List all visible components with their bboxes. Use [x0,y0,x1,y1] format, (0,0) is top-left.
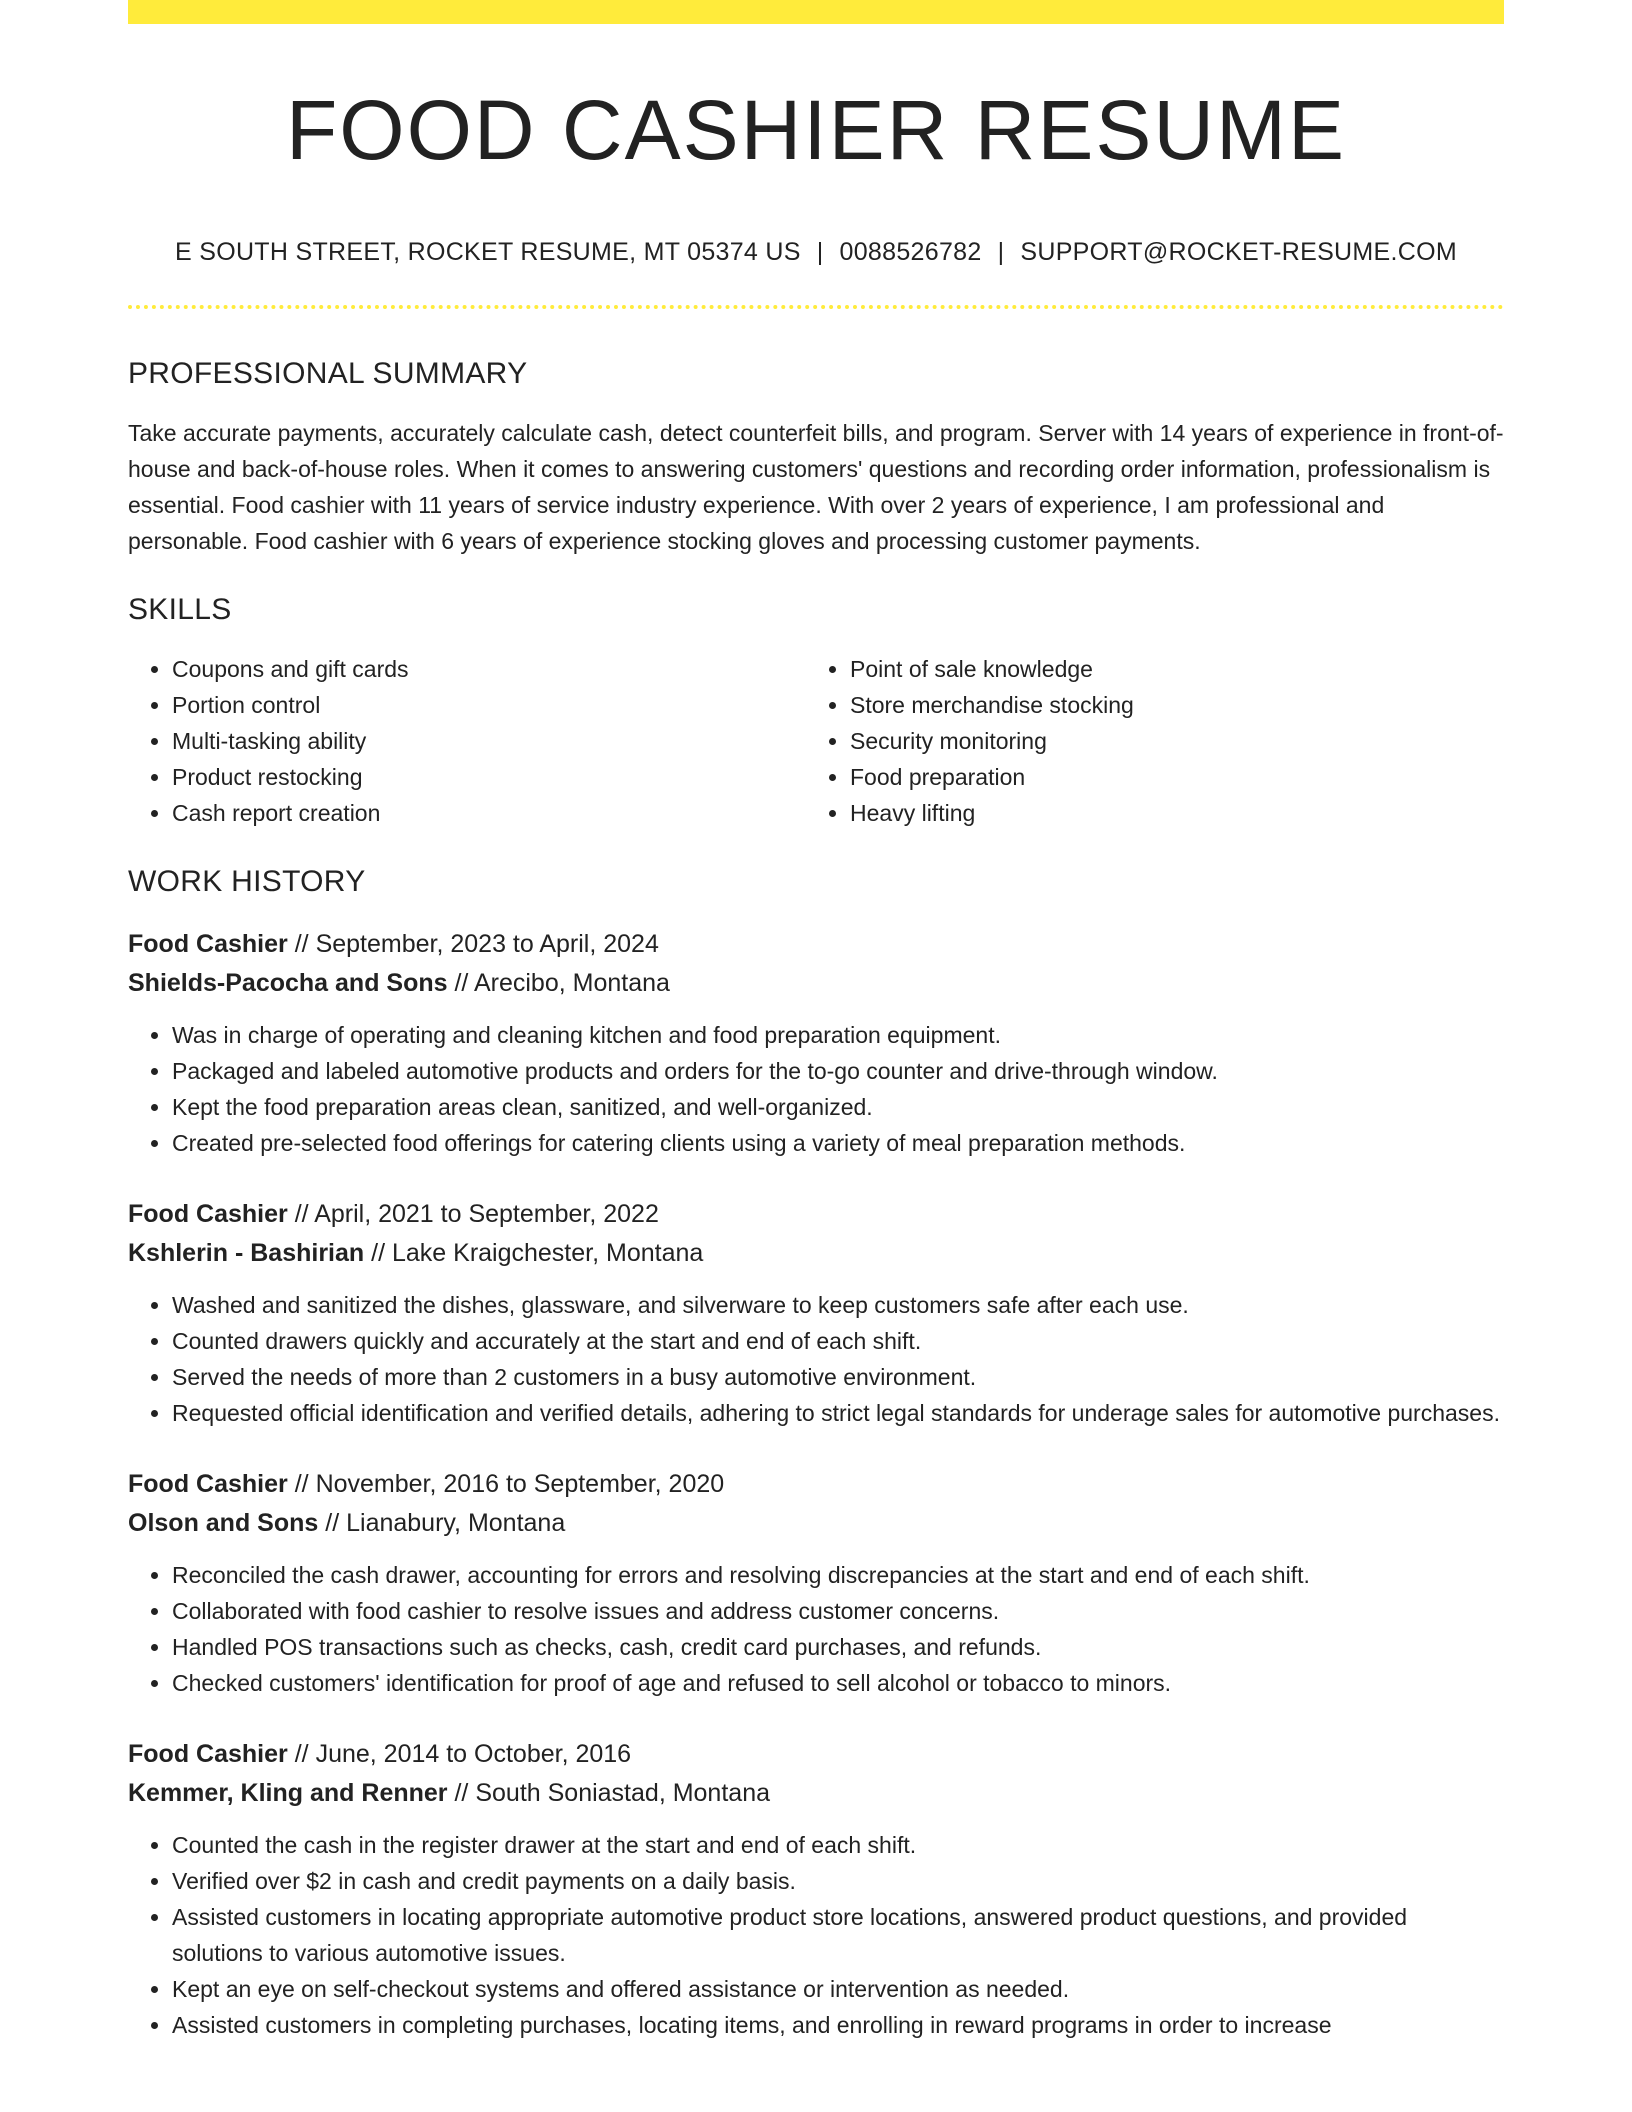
contact-address: E SOUTH STREET, ROCKET RESUME, MT 05374 US [175,238,801,267]
job-title-line [128,925,1504,964]
job-bullet: • Counted drawers quickly and accurately at the start and end of each shift. [172,1323,1504,1359]
skill-item: • Portion control [172,687,806,723]
contact-separator: | [997,238,1005,267]
work-history-heading: WORK HISTORY [128,865,366,899]
job-separator: // [371,1239,386,1268]
job-location: Lake Kraigchester, Montana [391,1239,704,1268]
contact-separator: | [816,238,824,267]
job-location: South Soniastad, Montana [475,1779,770,1808]
top-accent-bar [128,0,1504,24]
job-entry [128,1735,1504,2043]
skills-right-column [806,651,1484,831]
job-dates: April, 2021 to September, 2022 [314,1200,659,1229]
resume-page [128,0,1504,2043]
skill-item: • Cash report creation [172,795,806,831]
job-company-line [128,1234,1504,1273]
skill-item: • Food preparation [850,759,1484,795]
job-title: Food Cashier [128,1200,288,1229]
job-company-line [128,964,1504,1003]
job-entry [128,1195,1504,1431]
job-bullets [128,1827,1504,2043]
skill-item: • Store merchandise stocking [850,687,1484,723]
job-title: Food Cashier [128,1740,288,1769]
contact-line [128,238,1504,267]
job-title-line [128,1465,1504,1504]
contact-phone: 0088526782 [839,238,982,267]
skill-item: • Product restocking [172,759,806,795]
job-company: Kemmer, Kling and Renner [128,1779,448,1808]
job-bullet: • Assisted customers in locating appropriate automotive product store locations, answered product questions, and provided solutions to various automotive issues. [172,1899,1504,1971]
job-separator: // [325,1509,340,1538]
skill-item: • Point of sale knowledge [850,651,1484,687]
skill-item: • Multi-tasking ability [172,723,806,759]
job-bullet: • Was in charge of operating and cleaning kitchen and food preparation equipment. [172,1017,1504,1053]
job-company: Kshlerin - Bashirian [128,1239,365,1268]
job-bullet: • Kept the food preparation areas clean, sanitized, and well-organized. [172,1089,1504,1125]
job-bullet: • Verified over $2 in cash and credit payments on a daily basis. [172,1863,1504,1899]
job-entry [128,925,1504,1161]
dotted-divider [128,305,1504,309]
job-bullet: • Collaborated with food cashier to resolve issues and address customer concerns. [172,1593,1504,1629]
skill-item: • Heavy lifting [850,795,1484,831]
job-title: Food Cashier [128,930,288,959]
job-separator: // [294,1470,309,1499]
contact-email: SUPPORT@ROCKET-RESUME.COM [1020,238,1457,267]
job-bullet: • Served the needs of more than 2 customers in a busy automotive environment. [172,1359,1504,1395]
skills-heading: SKILLS [128,593,232,627]
job-bullet: • Counted the cash in the register drawer at the start and end of each shift. [172,1827,1504,1863]
job-company-line [128,1504,1504,1543]
job-company: Shields-Pacocha and Sons [128,969,448,998]
job-bullet: • Checked customers' identification for proof of age and refused to sell alcohol or tobacco to minors. [172,1665,1504,1701]
job-entry [128,1465,1504,1701]
job-dates: June, 2014 to October, 2016 [315,1740,632,1769]
job-location: Lianabury, Montana [346,1509,566,1538]
job-dates: November, 2016 to September, 2020 [315,1470,725,1499]
job-title: Food Cashier [128,1470,288,1499]
job-separator: // [454,1779,469,1808]
job-separator: // [294,1740,309,1769]
job-bullet: • Reconciled the cash drawer, accounting for errors and resolving discrepancies at the start and end of each shift. [172,1557,1504,1593]
job-bullet: • Handled POS transactions such as checks, cash, credit card purchases, and refunds. [172,1629,1504,1665]
job-separator: // [294,930,309,959]
job-separator: // [454,969,469,998]
job-bullet: • Created pre-selected food offerings for catering clients using a variety of meal preparation methods. [172,1125,1504,1161]
job-dates: September, 2023 to April, 2024 [315,930,659,959]
job-bullet: • Requested official identification and verified details, adhering to strict legal standards for underage sales for automotive purchases. [172,1395,1504,1431]
job-bullets [128,1557,1504,1701]
skill-item: • Coupons and gift cards [172,651,806,687]
job-bullet: • Assisted customers in completing purchases, locating items, and enrolling in reward programs in order to increase [172,2007,1504,2043]
job-bullets [128,1017,1504,1161]
skill-item: • Security monitoring [850,723,1484,759]
job-company: Olson and Sons [128,1509,319,1538]
job-separator: // [294,1200,309,1229]
job-location: Arecibo, Montana [473,969,670,998]
summary-heading: PROFESSIONAL SUMMARY [128,357,528,391]
job-company-line [128,1774,1504,1813]
resume-title: FOOD CASHIER RESUME [285,83,1347,177]
job-bullets [128,1287,1504,1431]
job-title-line [128,1735,1504,1774]
skills-grid [128,651,1504,831]
summary-text: Take accurate payments, accurately calculate cash, detect counterfeit bills, and program. Server with 14 years of experience in front-of-house and back-of-house roles. When it comes to answering customers' questions and recording order information, professionalism is essential. Food cashier with 11 years of service industry experience. With over 2 years of experience, I am professional and personable. Food cashier with 6 years of experience stocking gloves and processing customer payments. [128,420,1504,555]
skills-left-column [128,651,806,831]
job-bullet: • Washed and sanitized the dishes, glassware, and silverware to keep customers safe after each use. [172,1287,1504,1323]
job-bullet: • Packaged and labeled automotive products and orders for the to-go counter and drive-through window. [172,1053,1504,1089]
job-title-line [128,1195,1504,1234]
job-bullet: • Kept an eye on self-checkout systems and offered assistance or intervention as needed. [172,1971,1504,2007]
